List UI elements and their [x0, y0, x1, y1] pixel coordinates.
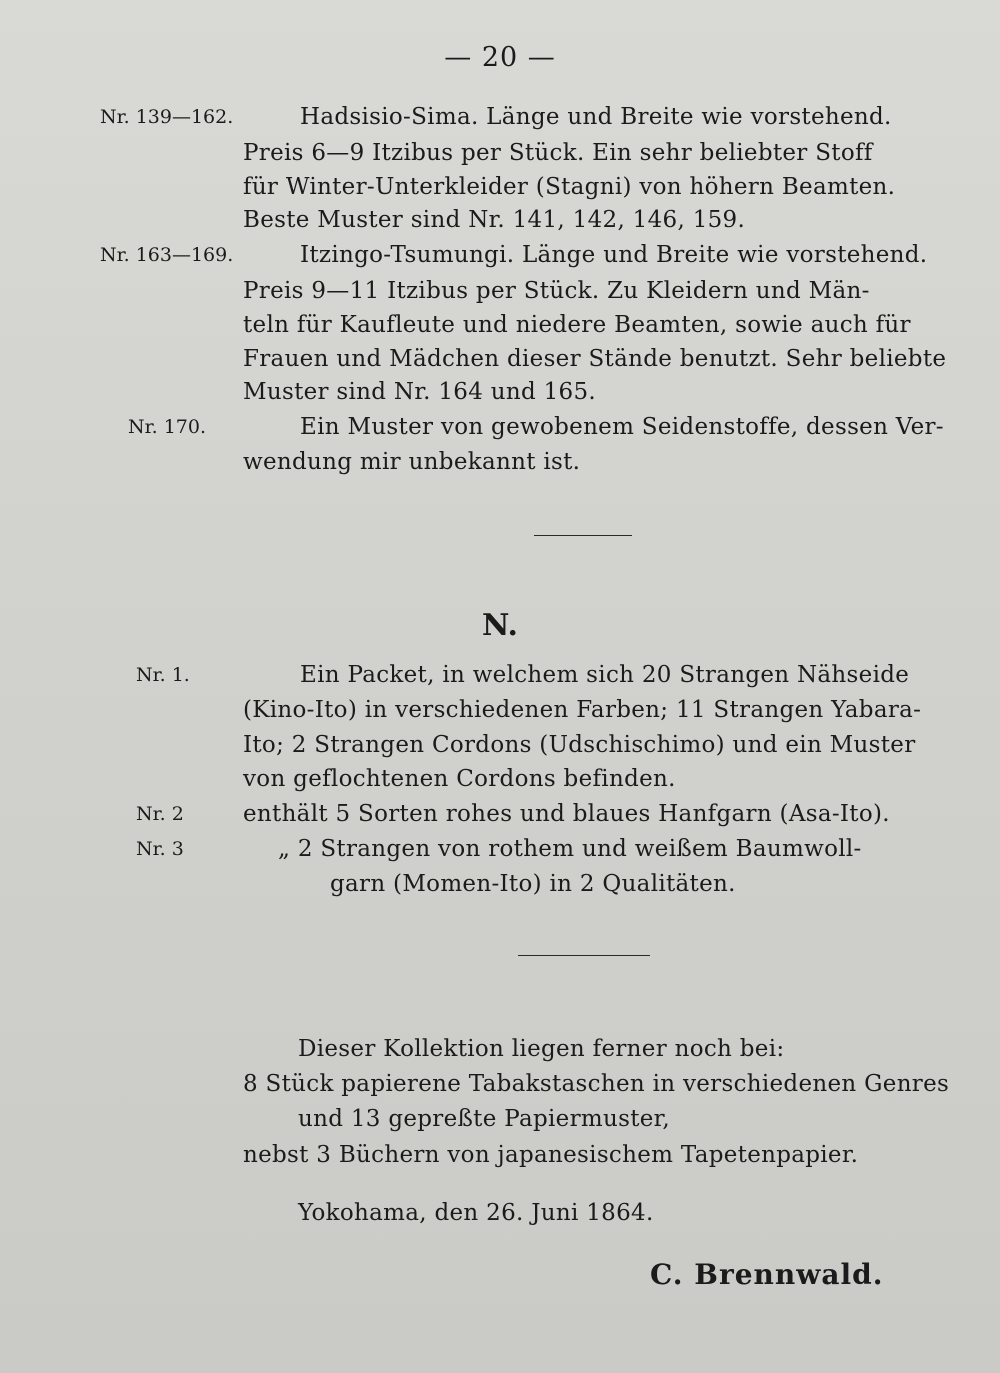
- entry-line: Preis 6—9 Itzibus per Stück. Ein sehr beliebter Stoff: [243, 140, 873, 166]
- entry-line: Preis 9—11 Itzibus per Stück. Zu Kleidern und Män-: [243, 278, 870, 304]
- entry-label: Nr. 3: [136, 838, 184, 860]
- entry-label: Nr. 163—169.: [100, 244, 234, 266]
- place-date: Yokohama, den 26. Juni 1864.: [298, 1200, 654, 1226]
- entry-line: wendung mir unbekannt ist.: [243, 449, 581, 475]
- entry-line: teln für Kaufleute und niedere Beamten, sowie auch für: [243, 312, 911, 338]
- entry-line: enthält 5 Sorten rohes und blaues Hanfgarn (Asa-Ito).: [243, 801, 890, 827]
- entry-label: Nr. 2: [136, 803, 184, 825]
- closing-divider: [518, 955, 650, 956]
- entry-line: Hadsisio-Sima. Länge und Breite wie vorstehend.: [300, 104, 892, 130]
- signature: C. Brennwald.: [650, 1258, 884, 1291]
- section-heading: N.: [482, 608, 518, 643]
- closing-line: Dieser Kollektion liegen ferner noch bei:: [298, 1036, 785, 1062]
- entry-line: (Kino-Ito) in verschiedenen Farben; 11 Strangen Yabara-: [243, 697, 922, 723]
- entry-line: für Winter-Unterkleider (Stagni) von höhern Beamten.: [243, 174, 896, 200]
- entry-line: garn (Momen-Ito) in 2 Qualitäten.: [330, 871, 736, 897]
- entry-label: Nr. 1.: [136, 664, 190, 686]
- entry-line: Frauen und Mädchen dieser Stände benutzt. Sehr beliebte: [243, 346, 947, 372]
- entry-line: Ein Muster von gewobenem Seidenstoffe, dessen Ver-: [300, 414, 944, 440]
- page-number: — 20 —: [444, 42, 556, 73]
- entry-line: Beste Muster sind Nr. 141, 142, 146, 159.: [243, 207, 746, 233]
- entry-line: Ein Packet, in welchem sich 20 Strangen Nähseide: [300, 662, 910, 688]
- closing-line: 8 Stück papierene Tabakstaschen in verschiedenen Genres: [243, 1071, 950, 1097]
- entry-label: Nr. 170.: [128, 416, 207, 438]
- entry-line: Itzingo-Tsumungi. Länge und Breite wie vorstehend.: [300, 242, 928, 268]
- entry-line: von geflochtenen Cordons befinden.: [243, 766, 676, 792]
- entry-line: Muster sind Nr. 164 und 165.: [243, 379, 597, 405]
- section-divider: [534, 535, 632, 536]
- closing-line: und 13 gepreßte Papiermuster,: [298, 1106, 671, 1132]
- entry-line: „ 2 Strangen von rothem und weißem Baumwoll-: [278, 836, 862, 862]
- entry-label: Nr. 139—162.: [100, 106, 234, 128]
- closing-line: nebst 3 Büchern von japanesischem Tapetenpapier.: [243, 1142, 859, 1168]
- entry-line: Ito; 2 Strangen Cordons (Udschischimo) und ein Muster: [243, 732, 916, 758]
